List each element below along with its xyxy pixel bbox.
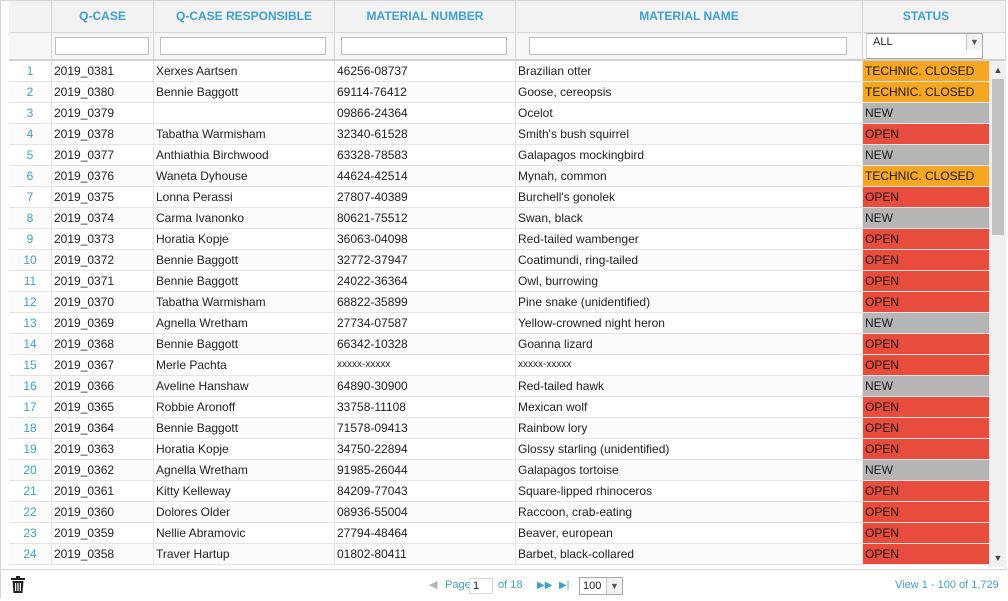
table-row[interactable] [9, 397, 989, 418]
responsible-cell: Horatia Kopje [153, 439, 334, 459]
material-name-cell: Red-tailed wambenger [515, 229, 862, 249]
material-name-cell: Owl, burrowing [515, 271, 862, 291]
q-case-cell: 2019_0358 [51, 544, 153, 564]
q-case-cell: 2019_0364 [51, 418, 153, 438]
row-number-cell: 4 [26, 127, 34, 141]
responsible-cell: Merle Pachta [153, 355, 334, 375]
material-number-cell: 64890-30900 [334, 376, 515, 396]
responsible-cell: Anthiathia Birchwood [153, 145, 334, 165]
table-row[interactable] [9, 334, 989, 355]
status-cell: OPEN [862, 292, 989, 312]
table-row[interactable] [9, 481, 989, 502]
row-number-cell: 12 [23, 295, 37, 309]
q-case-cell: 2019_0359 [51, 523, 153, 543]
responsible-cell: Bennie Baggott [153, 271, 334, 291]
q-case-cell: 2019_0367 [51, 355, 153, 375]
row-number-cell: 24 [23, 547, 37, 561]
table-row[interactable] [9, 250, 989, 271]
status-cell: OPEN [862, 481, 989, 501]
page-size-value: 100 [583, 580, 602, 592]
material-number-cell: 09866-24364 [334, 103, 515, 123]
row-number-cell: 15 [23, 358, 37, 372]
filter-cell-material-name [515, 33, 862, 59]
q-case-cell: 2019_0376 [51, 166, 153, 186]
q-case-cell: 2019_0381 [51, 61, 153, 81]
material-name-cell: Galapagos mockingbird [515, 145, 862, 165]
q-case-cell: 2019_0368 [51, 334, 153, 354]
row-number-cell: 19 [23, 442, 37, 456]
status-cell: OPEN [862, 355, 989, 375]
row-number-cell: 6 [26, 169, 34, 183]
responsible-filter-input[interactable] [160, 37, 326, 55]
responsible-cell: Traver Hartup [153, 544, 334, 564]
responsible-cell: Agnella Wretham [153, 460, 334, 480]
row-number-cell: 16 [23, 379, 37, 393]
material-number-cell: 32772-37947 [334, 250, 515, 270]
material-number-cell: 80621-75512 [334, 208, 515, 228]
vertical-scrollbar[interactable] [989, 61, 1006, 567]
q-case-cell: 2019_0371 [51, 271, 153, 291]
responsible-cell: Bennie Baggott [153, 334, 334, 354]
column-header-responsible[interactable]: Q-CASE RESPONSIBLE [153, 1, 334, 32]
status-cell: OPEN [862, 439, 989, 459]
page-number-input[interactable]: 1 [469, 578, 493, 594]
material-name-cell: Galapagos tortoise [515, 460, 862, 480]
row-number-cell: 23 [23, 526, 37, 540]
status-cell: OPEN [862, 229, 989, 249]
material-name-cell: Barbet, black-collared [515, 544, 862, 564]
row-number-cell: 21 [23, 484, 37, 498]
status-cell: OPEN [862, 334, 989, 354]
row-number-cell: 13 [23, 316, 37, 330]
material-number-cell: 27734-07587 [334, 313, 515, 333]
q-case-cell: 2019_0380 [51, 82, 153, 102]
material-name-cell: Coatimundi, ring-tailed [515, 250, 862, 270]
row-number-cell: 11 [23, 274, 37, 288]
row-number-cell: 20 [23, 463, 37, 477]
grid-header [9, 1, 1005, 33]
scroll-up-icon[interactable]: ▲ [993, 65, 1003, 75]
page-label: Page [445, 579, 471, 591]
table-row[interactable] [9, 229, 989, 250]
material-number-cell: 66342-10328 [334, 334, 515, 354]
responsible-cell: Nellie Abramovic [153, 523, 334, 543]
table-row[interactable] [9, 166, 989, 187]
table-row[interactable] [9, 544, 989, 565]
material-number-cell: 68822-35899 [334, 292, 515, 312]
status-cell: OPEN [862, 418, 989, 438]
responsible-cell: Dolores Older [153, 502, 334, 522]
row-number-cell: 3 [26, 106, 34, 120]
status-cell: OPEN [862, 544, 989, 564]
q-case-cell: 2019_0377 [51, 145, 153, 165]
status-cell: NEW [862, 460, 989, 480]
filter-cell-q-case [51, 33, 153, 59]
status-cell: NEW [862, 208, 989, 228]
material-name-cell: Yellow-crowned night heron [515, 313, 862, 333]
record-summary: View 1 - 100 of 1,729 [895, 579, 999, 591]
material-number-cell: 33758-11108 [334, 397, 515, 417]
material-number-cell: 44624-42514 [334, 166, 515, 186]
q-case-cell: 2019_0370 [51, 292, 153, 312]
material-number-cell: 36063-04098 [334, 229, 515, 249]
material-number-cell: 69114-76412 [334, 82, 515, 102]
q-case-cell: 2019_0372 [51, 250, 153, 270]
material-number-cell: 63328-78583 [334, 145, 515, 165]
material-name-cell: Goanna lizard [515, 334, 862, 354]
q-case-cell: 2019_0369 [51, 313, 153, 333]
q-case-cell: 2019_0362 [51, 460, 153, 480]
material-number-cell: 08936-55004 [334, 502, 515, 522]
status-cell: OPEN [862, 250, 989, 270]
material-name-cell: Mexican wolf [515, 397, 862, 417]
responsible-cell [153, 103, 334, 123]
material-name-cell: Ocelot [515, 103, 862, 123]
material-number-cell: 27794-48464 [334, 523, 515, 543]
responsible-cell: Bennie Baggott [153, 82, 334, 102]
status-cell: NEW [862, 313, 989, 333]
table-row[interactable] [9, 355, 989, 376]
responsible-cell: Robbie Aronoff [153, 397, 334, 417]
status-cell: OPEN [862, 124, 989, 144]
column-header-q-case[interactable]: Q-CASE [51, 1, 153, 32]
material-number-cell: 34750-22894 [334, 439, 515, 459]
last-page-icon[interactable]: ▶| [559, 580, 570, 591]
filter-cell-responsible [153, 33, 334, 59]
status-cell: NEW [862, 103, 989, 123]
status-cell: OPEN [862, 523, 989, 543]
material-number-cell: 01802-80411 [334, 544, 515, 564]
status-cell: TECHNIC. CLOSED [862, 166, 989, 186]
q-case-cell: 2019_0366 [51, 376, 153, 396]
table-row[interactable] [9, 292, 989, 313]
chevron-down-icon[interactable]: ▼ [606, 578, 622, 594]
column-header-material-name[interactable]: MATERIAL NAME [515, 1, 862, 32]
q-case-cell: 2019_0363 [51, 439, 153, 459]
table-row[interactable] [9, 103, 989, 124]
row-number-cell: 14 [23, 337, 37, 351]
material-name-cell: Swan, black [515, 208, 862, 228]
table-row[interactable] [9, 61, 989, 82]
material-number-cell: 91985-26044 [334, 460, 515, 480]
responsible-cell: Xerxes Aartsen [153, 61, 334, 81]
trash-icon[interactable] [11, 576, 25, 593]
q-case-cell: 2019_0360 [51, 502, 153, 522]
grid-body [9, 61, 989, 567]
responsible-cell: Bennie Baggott [153, 418, 334, 438]
filter-cell-material-number [334, 33, 515, 59]
row-number-cell: 5 [26, 148, 34, 162]
material-name-cell: Rainbow lory [515, 418, 862, 438]
row-number-cell: 22 [23, 505, 37, 519]
status-cell: NEW [862, 145, 989, 165]
table-row[interactable] [9, 82, 989, 103]
row-number-cell: 10 [23, 253, 37, 267]
responsible-cell: Tabatha Warmisham [153, 292, 334, 312]
table-row[interactable] [9, 271, 989, 292]
material-number-cell: 84209-77043 [334, 481, 515, 501]
q-case-cell: 2019_0374 [51, 208, 153, 228]
filter-cell-status [862, 33, 1005, 59]
table-row[interactable] [9, 208, 989, 229]
material-name-cell: Mynah, common [515, 166, 862, 186]
chevron-down-icon[interactable]: ▼ [966, 34, 982, 50]
page-count-label: of 18 [498, 579, 523, 591]
material-number-cell: 27807-40389 [334, 187, 515, 207]
responsible-cell: Waneta Dyhouse [153, 166, 334, 186]
q-case-cell: 2019_0379 [51, 103, 153, 123]
table-row[interactable] [9, 145, 989, 166]
row-number-cell: 9 [26, 232, 34, 246]
q-case-cell: 2019_0373 [51, 229, 153, 249]
material-name-cell: Square-lipped rhinoceros [515, 481, 862, 501]
status-cell: NEW [862, 376, 989, 396]
row-number-cell: 1 [26, 64, 34, 78]
material-name-cell: Goose, cereopsis [515, 82, 862, 102]
material-name-cell: Raccoon, crab-eating [515, 502, 862, 522]
material-name-filter-input[interactable] [529, 37, 847, 55]
q-case-cell: 2019_0375 [51, 187, 153, 207]
responsible-cell: Aveline Hanshaw [153, 376, 334, 396]
responsible-cell: Tabatha Warmisham [153, 124, 334, 144]
q-case-cell: 2019_0378 [51, 124, 153, 144]
table-row[interactable] [9, 313, 989, 334]
next-page-icon[interactable]: ▶▶ [537, 580, 553, 591]
status-cell: OPEN [862, 187, 989, 207]
table-row[interactable] [9, 376, 989, 397]
row-number-cell: 17 [23, 400, 37, 414]
filter-spacer [9, 33, 51, 59]
status-cell: OPEN [862, 502, 989, 522]
q-case-cell: 2019_0361 [51, 481, 153, 501]
q-case-cell: 2019_0365 [51, 397, 153, 417]
material-name-cell: Beaver, european [515, 523, 862, 543]
table-row[interactable] [9, 418, 989, 439]
material-name-cell: Red-tailed hawk [515, 376, 862, 396]
status-filter-value: ALL [873, 36, 893, 48]
responsible-cell: Carma Ivanonko [153, 208, 334, 228]
material-name-cell: Glossy starling (unidentified) [515, 439, 862, 459]
table-row[interactable] [9, 439, 989, 460]
row-number-cell: 18 [23, 421, 37, 435]
responsible-cell: Kitty Kelleway [153, 481, 334, 501]
status-cell: OPEN [862, 397, 989, 417]
status-cell: OPEN [862, 271, 989, 291]
material-name-cell: Pine snake (unidentified) [515, 292, 862, 312]
table-row[interactable] [9, 124, 989, 145]
responsible-cell: Lonna Perassi [153, 187, 334, 207]
table-row[interactable] [9, 502, 989, 523]
material-number-cell: 71578-09413 [334, 418, 515, 438]
responsible-cell: Bennie Baggott [153, 250, 334, 270]
table-row[interactable] [9, 460, 989, 481]
row-number-header [9, 1, 51, 32]
column-header-material-number[interactable]: MATERIAL NUMBER [334, 1, 515, 32]
scrollbar-thumb[interactable] [992, 79, 1004, 235]
material-name-cell: Brazilian otter [515, 61, 862, 81]
page-size-select[interactable] [579, 577, 623, 595]
pager-bar [1, 569, 1007, 600]
responsible-cell: Agnella Wretham [153, 313, 334, 333]
status-cell: TECHNIC. CLOSED [862, 82, 989, 102]
responsible-cell: Horatia Kopje [153, 229, 334, 249]
status-filter-select[interactable] [866, 33, 983, 59]
material-number-cell: xxxxx-xxxxx [334, 355, 515, 375]
material-number-cell: 46256-08737 [334, 61, 515, 81]
table-row[interactable] [9, 523, 989, 544]
row-number-cell: 7 [26, 190, 34, 204]
column-header-status[interactable]: STATUS [862, 1, 989, 32]
row-number-cell: 2 [26, 85, 34, 99]
status-cell: TECHNIC. CLOSED [862, 61, 989, 81]
row-number-cell: 8 [26, 211, 34, 225]
prev-page-icon[interactable]: ◀ [429, 579, 438, 591]
material-number-cell: 32340-61528 [334, 124, 515, 144]
material-number-cell: 24022-36364 [334, 271, 515, 291]
scroll-down-icon[interactable]: ▼ [993, 553, 1003, 563]
material-name-cell: Burchell's gonolek [515, 187, 862, 207]
material-name-cell: xxxxx-xxxxx [515, 355, 862, 375]
material-number-filter-input[interactable] [341, 37, 507, 55]
material-name-cell: Smith's bush squirrel [515, 124, 862, 144]
table-row[interactable] [9, 187, 989, 208]
q-case-filter-input[interactable] [55, 37, 149, 55]
filter-row [9, 33, 1005, 61]
